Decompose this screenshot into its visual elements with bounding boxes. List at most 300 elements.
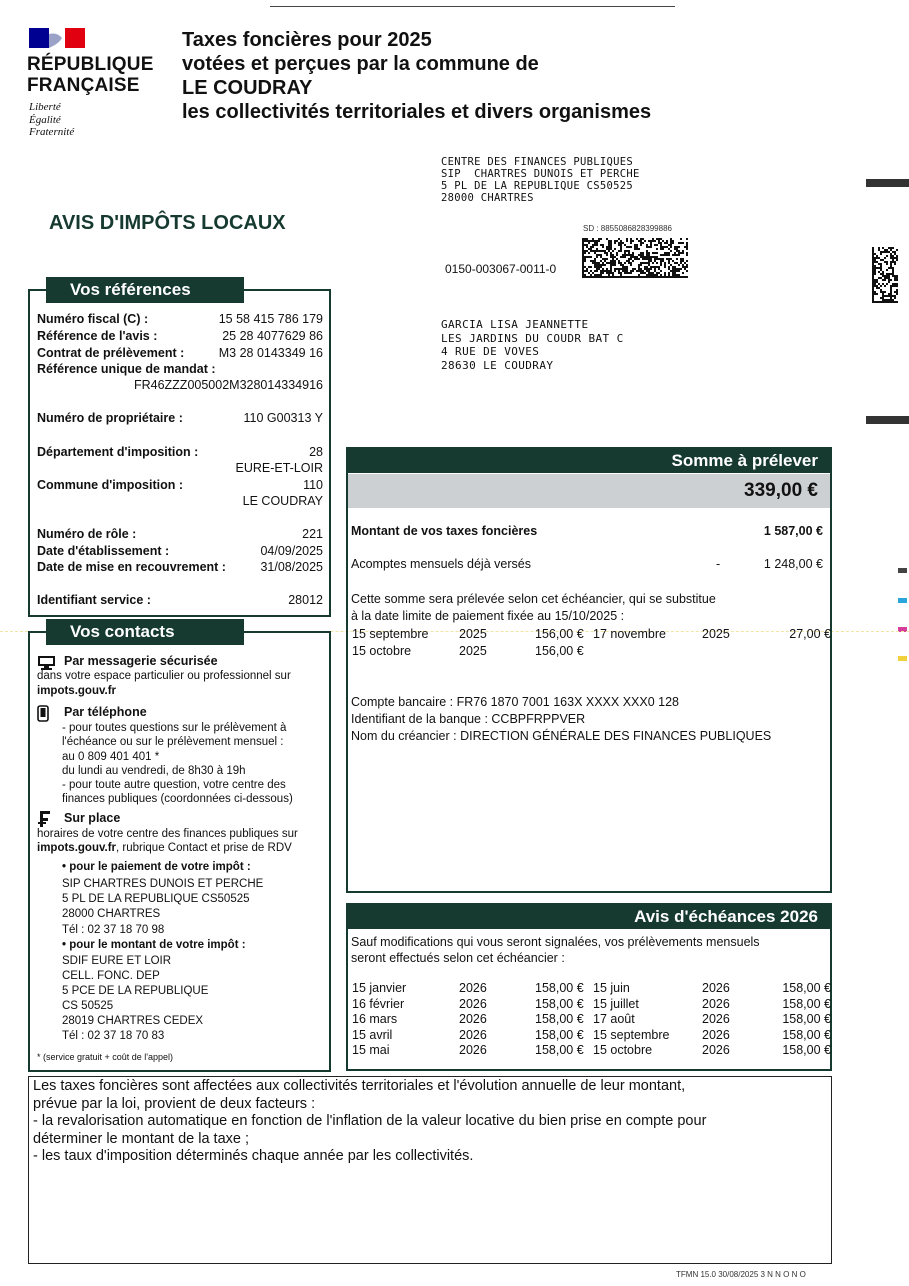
barcode-module bbox=[880, 251, 882, 253]
barcode-module bbox=[630, 242, 632, 244]
barcode-module bbox=[648, 254, 650, 256]
barcode-module bbox=[680, 276, 682, 278]
barcode-module bbox=[682, 242, 684, 244]
barcode-module bbox=[598, 274, 600, 276]
barcode-module bbox=[590, 256, 592, 258]
barcode-module bbox=[882, 275, 884, 277]
barcode-module bbox=[678, 254, 680, 256]
barcode-module bbox=[640, 252, 642, 254]
barcode-module bbox=[636, 246, 638, 248]
barcode-module bbox=[876, 279, 878, 281]
montant-line: CS 50525 bbox=[62, 1000, 114, 1012]
barcode-module bbox=[618, 272, 620, 274]
barcode-module bbox=[652, 266, 654, 268]
barcode-module bbox=[890, 293, 892, 295]
barcode-module bbox=[672, 240, 674, 242]
telephone-title: Par téléphone bbox=[64, 705, 147, 719]
info-text: Les taxes foncières sont affectées aux collectivités territoriales et l'évolution annuelle de leur montant, prévue par la loi, provient de deux facteurs : - la revalorisation automatique en fonction de l'inflation de la valeur locative du bien prise en compte pour déterminer le montant de la taxe ; - les taux d'imposition déterminés chaque année par les collectivités. bbox=[33, 1078, 707, 1164]
barcode-module bbox=[890, 263, 892, 265]
barcode-module bbox=[872, 299, 874, 301]
barcode-module bbox=[600, 256, 602, 258]
barcode-module bbox=[888, 295, 890, 297]
barcode-module bbox=[872, 283, 874, 285]
echeance-amount: 158,00 € bbox=[535, 1027, 584, 1042]
barcode-module bbox=[882, 297, 884, 299]
barcode-module bbox=[680, 258, 682, 260]
barcode-module bbox=[582, 262, 584, 264]
barcode-module bbox=[612, 260, 614, 262]
barcode-module bbox=[660, 262, 662, 264]
barcode-module bbox=[598, 266, 600, 268]
barcode-module bbox=[612, 262, 614, 264]
barcode-module bbox=[682, 260, 684, 262]
barcode-module bbox=[582, 238, 584, 240]
barcode-module bbox=[598, 238, 600, 240]
barcode-module bbox=[616, 258, 618, 260]
barcode-module bbox=[612, 250, 614, 252]
barcode-module bbox=[628, 258, 630, 260]
barcode-module bbox=[884, 261, 886, 263]
barcode-module bbox=[612, 274, 614, 276]
margin-mark bbox=[866, 179, 909, 187]
barcode-module bbox=[640, 238, 642, 240]
barcode-module bbox=[886, 249, 888, 251]
barcode-module bbox=[600, 238, 602, 240]
barcode-module bbox=[642, 258, 644, 260]
barcode-module bbox=[890, 257, 892, 259]
barcode-module bbox=[892, 285, 894, 287]
barcode-module bbox=[678, 276, 680, 278]
barcode-module bbox=[894, 297, 896, 299]
barcode-module bbox=[662, 248, 664, 250]
somme-amount: 339,00 € bbox=[348, 474, 830, 508]
barcode-module bbox=[610, 264, 612, 266]
barcode-module bbox=[618, 244, 620, 246]
barcode-module bbox=[628, 250, 630, 252]
barcode-module bbox=[660, 238, 662, 240]
barcode-module bbox=[686, 244, 688, 246]
barcode-module bbox=[686, 238, 688, 240]
echeance-year: 2026 bbox=[459, 1012, 487, 1026]
barcode-module bbox=[582, 264, 584, 266]
barcode-module bbox=[652, 272, 654, 274]
barcode-module bbox=[610, 266, 612, 268]
echeance-year: 2026 bbox=[459, 1027, 487, 1042]
barcode-module bbox=[584, 274, 586, 276]
barcode-module bbox=[594, 270, 596, 272]
barcode-module bbox=[654, 260, 656, 262]
document-title: AVIS D'IMPÔTS LOCAUX bbox=[49, 212, 286, 234]
barcode-module bbox=[876, 285, 878, 287]
barcode-module bbox=[878, 247, 880, 249]
barcode-module bbox=[610, 248, 612, 250]
side-datamatrix bbox=[872, 247, 898, 303]
barcode-module bbox=[872, 247, 874, 249]
barcode-module bbox=[612, 254, 614, 256]
barcode-module bbox=[886, 301, 888, 303]
barcode-module bbox=[642, 276, 644, 278]
barcode-module bbox=[608, 276, 610, 278]
barcode-module bbox=[882, 279, 884, 281]
barcode-module bbox=[624, 268, 626, 270]
barcode-module bbox=[592, 276, 594, 278]
barcode-module bbox=[872, 295, 874, 297]
messagerie-text: dans votre espace particulier ou professionnel sur bbox=[37, 670, 291, 682]
barcode-module bbox=[628, 254, 630, 256]
barcode-module bbox=[890, 285, 892, 287]
barcode-module bbox=[654, 276, 656, 278]
schedule-left-amount: 156,00 € bbox=[535, 644, 584, 658]
nom-creancier: Nom du créancier : DIRECTION GÉNÉRALE DES FINANCES PUBLIQUES bbox=[351, 729, 772, 743]
barcode-module bbox=[594, 244, 596, 246]
barcode-module bbox=[636, 248, 638, 250]
barcode-module bbox=[614, 262, 616, 264]
barcode-module bbox=[638, 266, 640, 268]
barcode-module bbox=[888, 281, 890, 283]
barcode-module bbox=[892, 261, 894, 263]
barcode-module bbox=[608, 250, 610, 252]
barcode-module bbox=[584, 260, 586, 262]
barcode-module bbox=[672, 242, 674, 244]
barcode-module bbox=[630, 272, 632, 274]
barcode-module bbox=[626, 276, 628, 278]
barcode-module bbox=[612, 256, 614, 258]
barcode-module bbox=[618, 268, 620, 270]
barcode-module bbox=[892, 301, 894, 303]
barcode-module bbox=[670, 270, 672, 272]
tax-header: Taxes foncières pour 2025 votées et perçues par la commune de LE COUDRAY les collectivités territoriales et divers organismes bbox=[182, 29, 652, 123]
schedule-left-amount: 156,00 € bbox=[535, 627, 584, 641]
barcode-module bbox=[648, 272, 650, 274]
barcode-module bbox=[680, 242, 682, 244]
barcode-module bbox=[596, 274, 598, 276]
barcode-module bbox=[654, 244, 656, 246]
barcode-module bbox=[684, 246, 686, 248]
barcode-module bbox=[630, 246, 632, 248]
barcode-module bbox=[656, 274, 658, 276]
barcode-module bbox=[596, 268, 598, 270]
barcode-module bbox=[668, 254, 670, 256]
echeance-amount: 158,00 € bbox=[782, 996, 831, 1011]
barcode-module bbox=[600, 276, 602, 278]
barcode-module bbox=[890, 301, 892, 303]
barcode-module bbox=[624, 254, 626, 256]
barcode-module bbox=[608, 244, 610, 246]
barcode-module bbox=[636, 256, 638, 258]
barcode-module bbox=[890, 289, 892, 291]
barcode-module bbox=[604, 276, 606, 278]
surplace-link[interactable]: impots.gouv.fr bbox=[37, 842, 117, 854]
barcode-module bbox=[648, 270, 650, 272]
barcode-module bbox=[872, 287, 874, 289]
barcode-module bbox=[884, 301, 886, 303]
footnote: * (service gratuit + coût de l'appel) bbox=[37, 1052, 174, 1062]
barcode-module bbox=[628, 262, 630, 264]
barcode-module bbox=[588, 242, 590, 244]
barcode-module bbox=[594, 274, 596, 276]
barcode-module bbox=[872, 257, 874, 259]
barcode-module bbox=[668, 248, 670, 250]
barcode-module bbox=[888, 251, 890, 253]
barcode-module bbox=[886, 261, 888, 263]
barcode-module bbox=[892, 247, 894, 249]
barcode-module bbox=[650, 242, 652, 244]
echeance-year: 2026 bbox=[702, 996, 730, 1011]
barcode-module bbox=[642, 270, 644, 272]
barcode-module bbox=[626, 246, 628, 248]
montant-phone[interactable]: Tél : 02 37 18 70 83 bbox=[62, 1030, 165, 1042]
barcode-module bbox=[880, 253, 882, 255]
barcode-module bbox=[650, 272, 652, 274]
barcode-module bbox=[886, 273, 888, 275]
echeance-month: 17 août bbox=[593, 1012, 635, 1026]
barcode-module bbox=[676, 254, 678, 256]
barcode-module bbox=[886, 269, 888, 271]
barcode-module bbox=[686, 246, 688, 248]
barcode-module bbox=[598, 262, 600, 264]
echeances-text: seront effectués selon cet échéancier : bbox=[351, 951, 565, 965]
print-mark-cyan bbox=[898, 598, 907, 603]
echeance-amount: 158,00 € bbox=[782, 1043, 831, 1057]
barcode-module bbox=[602, 270, 604, 272]
barcode-module bbox=[680, 238, 682, 240]
barcode-module bbox=[872, 269, 874, 271]
barcode-module bbox=[610, 256, 612, 258]
barcode-module bbox=[608, 270, 610, 272]
somme-text: Cette somme sera prélevée selon cet échéancier, qui se substitue bbox=[351, 592, 716, 606]
barcode-module bbox=[594, 252, 596, 254]
barcode-module bbox=[636, 276, 638, 278]
barcode-module bbox=[622, 256, 624, 258]
barcode-module bbox=[594, 260, 596, 262]
barcode-module bbox=[592, 262, 594, 264]
echeance-month: 15 juin bbox=[593, 981, 630, 995]
barcode-module bbox=[664, 274, 666, 276]
barcode-module bbox=[648, 274, 650, 276]
barcode-module bbox=[632, 276, 634, 278]
barcode-module bbox=[894, 301, 896, 303]
barcode-module bbox=[886, 255, 888, 257]
barcode-module bbox=[896, 259, 898, 261]
barcode-module bbox=[602, 272, 604, 274]
barcode-module bbox=[886, 295, 888, 297]
barcode-module bbox=[592, 250, 594, 252]
barcode-module bbox=[872, 267, 874, 269]
barcode-module bbox=[654, 270, 656, 272]
barcode-module bbox=[880, 269, 882, 271]
barcode-module bbox=[640, 256, 642, 258]
barcode-module bbox=[596, 266, 598, 268]
barcode-module bbox=[620, 268, 622, 270]
barcode-module bbox=[586, 276, 588, 278]
barcode-module bbox=[588, 256, 590, 258]
barcode-module bbox=[672, 276, 674, 278]
barcode-module bbox=[880, 297, 882, 299]
top-rule bbox=[270, 6, 675, 7]
barcode-module bbox=[622, 242, 624, 244]
barcode-module bbox=[620, 276, 622, 278]
barcode-module bbox=[612, 258, 614, 260]
barcode-module bbox=[882, 299, 884, 301]
barcode-module bbox=[630, 238, 632, 240]
barcode-module bbox=[662, 240, 664, 242]
echeance-year: 2026 bbox=[702, 1027, 730, 1042]
barcode-module bbox=[896, 285, 898, 287]
barcode-module bbox=[630, 240, 632, 242]
barcode-module bbox=[678, 242, 680, 244]
barcode-module bbox=[634, 276, 636, 278]
barcode-module bbox=[652, 274, 654, 276]
barcode-module bbox=[896, 255, 898, 257]
barcode-module bbox=[874, 265, 876, 267]
barcode-module bbox=[628, 272, 630, 274]
montant-title: • pour le montant de votre impôt : bbox=[62, 939, 246, 951]
echeance-amount: 158,00 € bbox=[535, 1012, 584, 1026]
barcode-module bbox=[582, 244, 584, 246]
barcode-module bbox=[872, 271, 874, 273]
barcode-module bbox=[894, 261, 896, 263]
barcode-module bbox=[888, 275, 890, 277]
barcode-module bbox=[664, 242, 666, 244]
montant-line: 28019 CHARTRES CEDEX bbox=[62, 1015, 204, 1027]
barcode-module bbox=[590, 246, 592, 248]
barcode-module bbox=[596, 248, 598, 250]
barcode-module bbox=[888, 293, 890, 295]
barcode-module bbox=[660, 242, 662, 244]
echeances-text: Sauf modifications qui vous seront signalées, vos prélèvements mensuels bbox=[351, 935, 760, 949]
barcode-module bbox=[644, 262, 646, 264]
barcode-module bbox=[894, 291, 896, 293]
barcode-module bbox=[586, 250, 588, 252]
barcode-module bbox=[624, 272, 626, 274]
barcode-module bbox=[588, 248, 590, 250]
barcode-module bbox=[892, 269, 894, 271]
barcode-module bbox=[612, 264, 614, 266]
barcode-module bbox=[610, 272, 612, 274]
barcode-module bbox=[638, 270, 640, 272]
barcode-module bbox=[674, 272, 676, 274]
barcode-module bbox=[668, 272, 670, 274]
barcode-module bbox=[642, 256, 644, 258]
barcode-module bbox=[878, 263, 880, 265]
barcode-module bbox=[638, 276, 640, 278]
barcode-module bbox=[668, 268, 670, 270]
barcode-module bbox=[600, 272, 602, 274]
messagerie-link[interactable]: impots.gouv.fr bbox=[37, 685, 117, 697]
barcode-module bbox=[656, 244, 658, 246]
barcode-module bbox=[594, 262, 596, 264]
barcode-module bbox=[582, 272, 584, 274]
barcode-module bbox=[600, 250, 602, 252]
barcode-module bbox=[598, 268, 600, 270]
barcode-module bbox=[884, 285, 886, 287]
barcode-module bbox=[872, 293, 874, 295]
echeance-amount: 158,00 € bbox=[782, 1027, 831, 1042]
barcode-module bbox=[614, 260, 616, 262]
barcode-module bbox=[892, 255, 894, 257]
barcode-module bbox=[682, 276, 684, 278]
barcode-module bbox=[890, 261, 892, 263]
barcode-module bbox=[892, 257, 894, 259]
somme-box bbox=[346, 447, 832, 893]
barcode-module bbox=[656, 272, 658, 274]
barcode-module bbox=[640, 276, 642, 278]
echeance-year: 2026 bbox=[459, 1043, 487, 1057]
barcode-module bbox=[886, 277, 888, 279]
barcode-module bbox=[646, 258, 648, 260]
barcode-module bbox=[626, 272, 628, 274]
barcode-module bbox=[610, 252, 612, 254]
recipient-address: GARCIA LISA JEANNETTE LES JARDINS DU COUDR BAT C 4 RUE DE VOVES 28630 LE COUDRAY bbox=[441, 318, 624, 372]
barcode-module bbox=[874, 279, 876, 281]
barcode-module bbox=[608, 246, 610, 248]
telephone-line: du lundi au vendredi, de 8h30 à 19h bbox=[62, 765, 246, 777]
barcode-module bbox=[672, 254, 674, 256]
barcode-module bbox=[894, 253, 896, 255]
barcode-module bbox=[620, 240, 622, 242]
barcode-module bbox=[590, 260, 592, 262]
barcode-module bbox=[594, 276, 596, 278]
barcode-module bbox=[888, 301, 890, 303]
barcode-module bbox=[874, 293, 876, 295]
barcode-module bbox=[880, 259, 882, 261]
telephone-number[interactable]: au 0 809 401 401 * bbox=[62, 751, 160, 763]
echeance-month: 15 avril bbox=[352, 1027, 393, 1042]
barcode-module bbox=[596, 242, 598, 244]
barcode-module bbox=[894, 295, 896, 297]
barcode-module bbox=[682, 252, 684, 254]
barcode-module bbox=[872, 289, 874, 291]
barcode-module bbox=[594, 266, 596, 268]
barcode-module bbox=[890, 299, 892, 301]
barcode-module bbox=[608, 242, 610, 244]
barcode-module bbox=[584, 270, 586, 272]
barcode-module bbox=[600, 254, 602, 256]
somme-title: Somme à prélever bbox=[348, 449, 830, 473]
barcode-module bbox=[664, 266, 666, 268]
barcode-module bbox=[596, 256, 598, 258]
echeance-year: 2026 bbox=[702, 1043, 730, 1057]
barcode-module bbox=[892, 251, 894, 253]
barcode-module bbox=[638, 258, 640, 260]
barcode-module bbox=[618, 270, 620, 272]
barcode-module bbox=[682, 250, 684, 252]
print-mark-black bbox=[898, 568, 907, 573]
barcode-module bbox=[636, 270, 638, 272]
barcode-module bbox=[888, 299, 890, 301]
barcode-module bbox=[622, 266, 624, 268]
barcode-module bbox=[666, 242, 668, 244]
barcode-module bbox=[592, 244, 594, 246]
barcode-module bbox=[880, 301, 882, 303]
barcode-module bbox=[622, 264, 624, 266]
barcode-module bbox=[584, 256, 586, 258]
echeance-amount: 158,00 € bbox=[782, 1012, 831, 1026]
barcode-module bbox=[872, 253, 874, 255]
barcode-module bbox=[610, 260, 612, 262]
echeance-amount: 158,00 € bbox=[535, 1043, 584, 1057]
references-title: Vos références bbox=[46, 277, 244, 303]
building-pin-icon bbox=[37, 810, 51, 828]
barcode-module bbox=[888, 273, 890, 275]
barcode-module bbox=[876, 257, 878, 259]
paiement-phone[interactable]: Tél : 02 37 18 70 98 bbox=[62, 924, 165, 936]
barcode-module bbox=[668, 276, 670, 278]
barcode-module bbox=[634, 246, 636, 248]
computer-icon bbox=[37, 655, 56, 670]
barcode-module bbox=[618, 250, 620, 252]
echeance-month: 16 février bbox=[352, 996, 405, 1011]
